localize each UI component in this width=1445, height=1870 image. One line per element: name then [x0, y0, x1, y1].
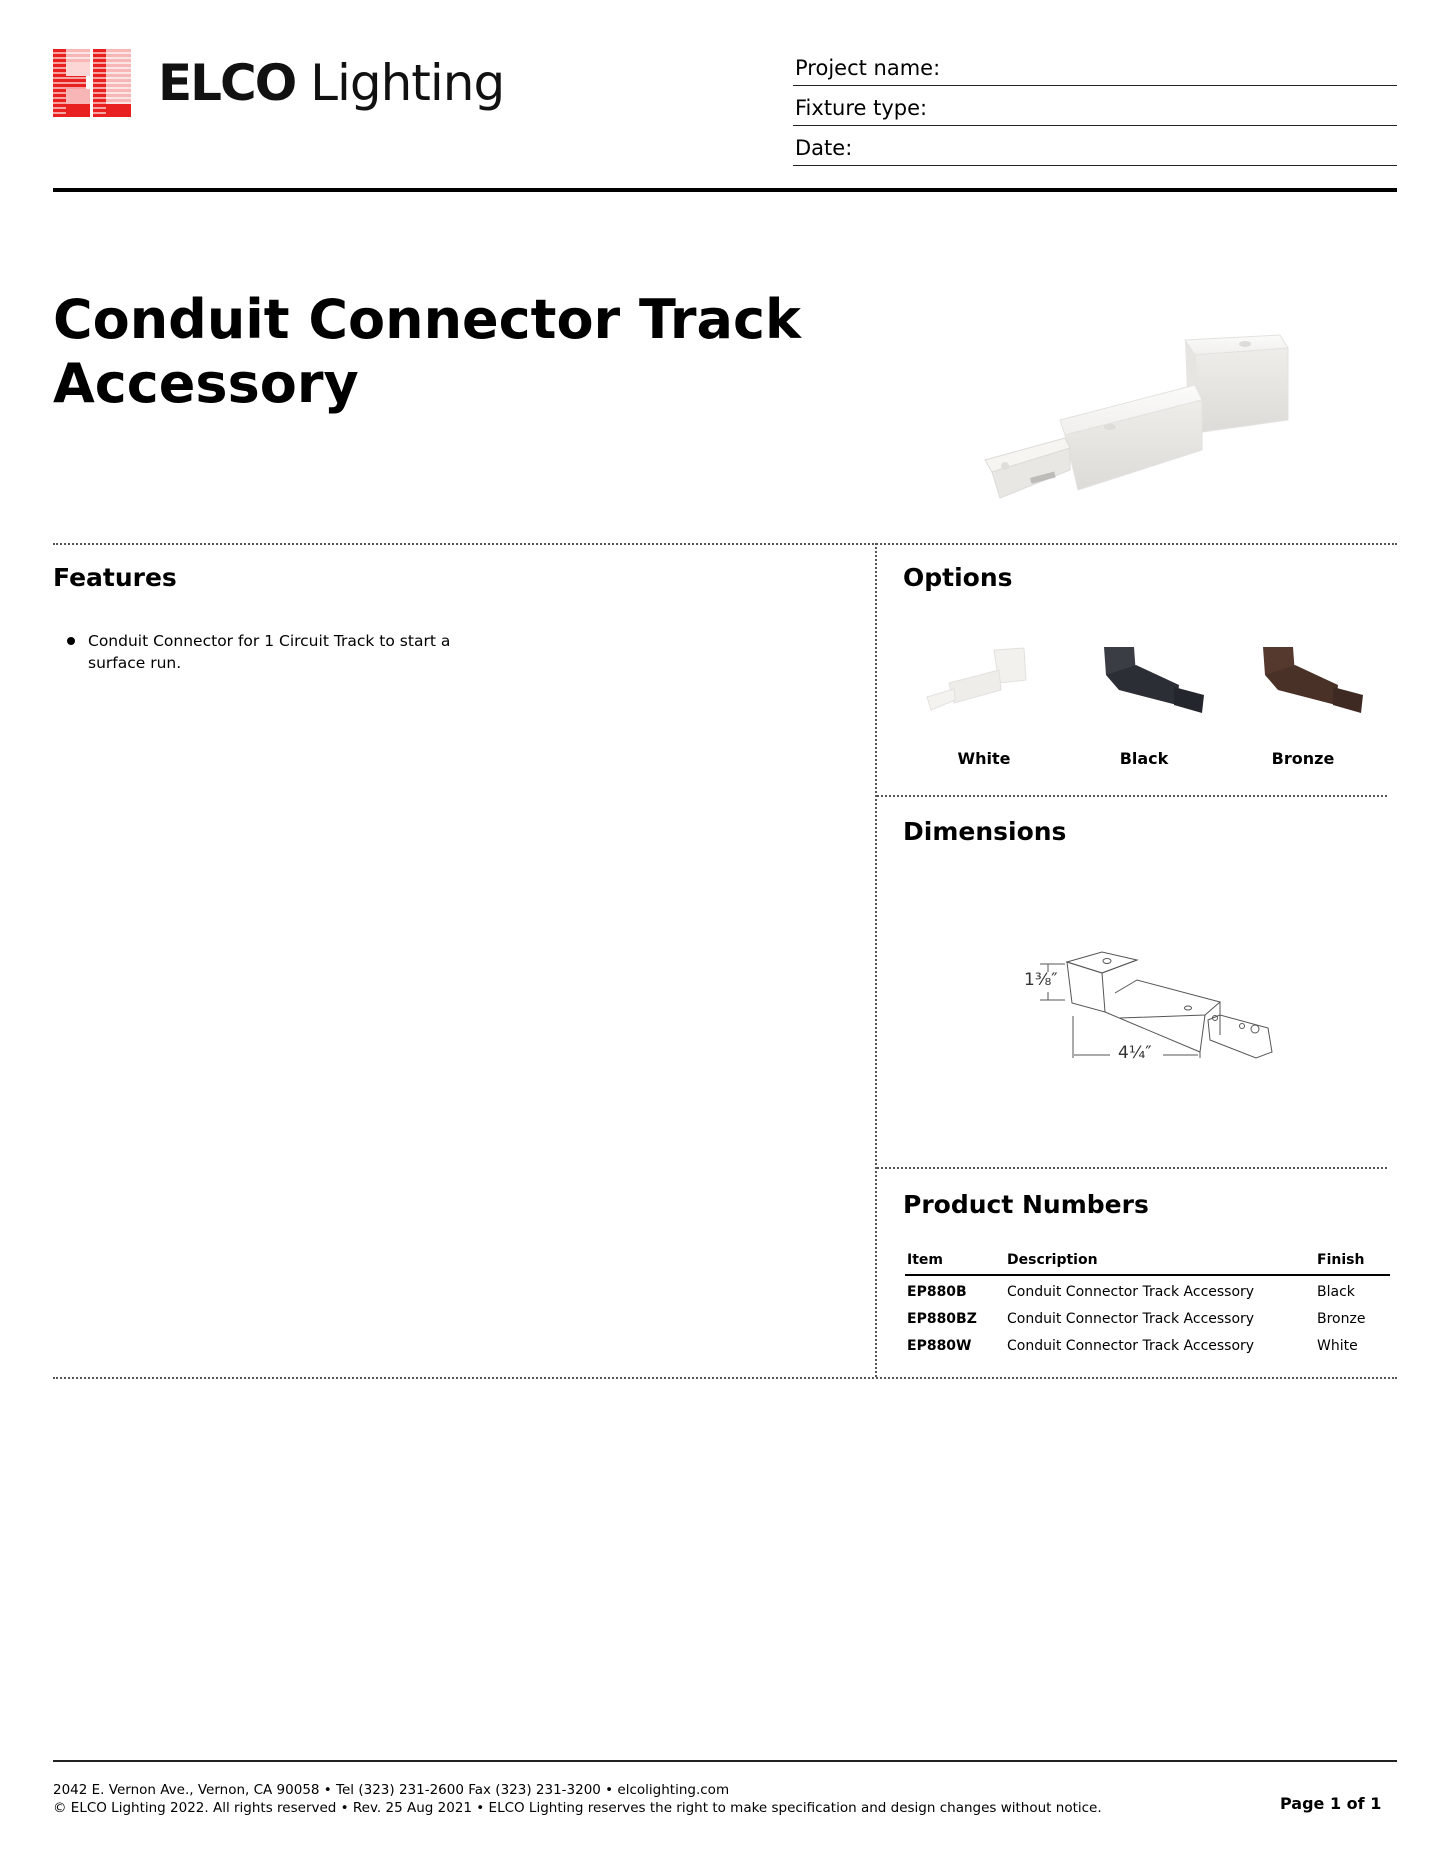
footer-copyright: © ELCO Lighting 2022. All rights reserved • Rev. 25 Aug 2021 • ELCO Lighting reserves the right to make specification and design changes without notice.: [53, 1800, 1102, 1816]
page-title: [53, 288, 813, 416]
bronze-finish-image: [1238, 645, 1368, 715]
option-white: [904, 645, 1064, 768]
column-header-finish: Finish: [1315, 1252, 1390, 1275]
product-numbers-heading: Product Numbers: [903, 1190, 1149, 1219]
product-hero-image: [970, 330, 1300, 510]
dimensions-heading: Dimensions: [903, 817, 1067, 846]
black-finish-image: [1079, 645, 1209, 715]
title-line-2: Accessory: [53, 352, 359, 415]
options-heading: Options: [903, 563, 1013, 592]
project-name-field[interactable]: [793, 46, 1397, 86]
features-heading: Features: [53, 563, 177, 592]
table-header-row: [905, 1252, 1390, 1275]
item-code: EP880BZ: [907, 1311, 977, 1327]
dimensions-divider: [877, 1167, 1387, 1169]
section-divider-top: [53, 543, 1397, 545]
option-bronze: [1223, 645, 1383, 768]
fixture-type-field[interactable]: [793, 86, 1397, 126]
length-dimension-label: 4¼″: [1118, 1043, 1152, 1063]
table-row: [905, 1303, 1390, 1330]
dimension-drawing: [1010, 940, 1290, 1070]
elco-logo-mark-icon: [53, 49, 131, 117]
item-code: EP880B: [907, 1284, 967, 1300]
page-number: Page 1 of 1: [1280, 1794, 1382, 1813]
options-divider: [877, 795, 1387, 797]
item-finish: Bronze: [1317, 1311, 1366, 1327]
column-header-description: Description: [1005, 1252, 1315, 1275]
features-list: [70, 630, 540, 674]
column-divider: [875, 543, 877, 1377]
header-divider: [53, 188, 1397, 192]
title-line-1: Conduit Connector Track: [53, 288, 801, 351]
footer-divider: [53, 1760, 1397, 1762]
table-row: [905, 1275, 1390, 1303]
table-row: [905, 1330, 1390, 1357]
project-info-fields: [793, 46, 1397, 166]
company-logo: [53, 43, 523, 123]
date-label: Date:: [795, 136, 853, 160]
footer-address: 2042 E. Vernon Ave., Vernon, CA 90058 • Tel (323) 231-2600 Fax (323) 231-3200 • elcolighting.com: [53, 1782, 730, 1798]
option-black: [1064, 645, 1224, 768]
item-finish: Black: [1317, 1284, 1355, 1300]
product-numbers-table: [905, 1252, 1390, 1357]
white-finish-image: [919, 645, 1049, 715]
section-divider-bottom: [53, 1377, 1397, 1379]
item-description: Conduit Connector Track Accessory: [1007, 1284, 1255, 1300]
date-field[interactable]: [793, 126, 1397, 166]
option-black-label: Black: [1119, 749, 1169, 768]
footer-info: [53, 1781, 1102, 1817]
project-name-label: Project name:: [795, 56, 941, 80]
item-code: EP880W: [907, 1338, 972, 1354]
company-name: [158, 54, 504, 112]
option-bronze-label: Bronze: [1271, 749, 1335, 768]
height-dimension-label: 1⅜″: [1024, 970, 1058, 990]
item-description: Conduit Connector Track Accessory: [1007, 1338, 1255, 1354]
option-white-label: White: [957, 749, 1011, 768]
company-name-bold: ELCO: [158, 54, 296, 112]
item-description: Conduit Connector Track Accessory: [1007, 1311, 1255, 1327]
fixture-type-label: Fixture type:: [795, 96, 928, 120]
company-name-regular: Lighting: [310, 54, 505, 112]
column-header-item: Item: [905, 1252, 1005, 1275]
feature-item: Conduit Connector for 1 Circuit Track to start a surface run.: [70, 630, 508, 674]
item-finish: White: [1317, 1338, 1358, 1354]
